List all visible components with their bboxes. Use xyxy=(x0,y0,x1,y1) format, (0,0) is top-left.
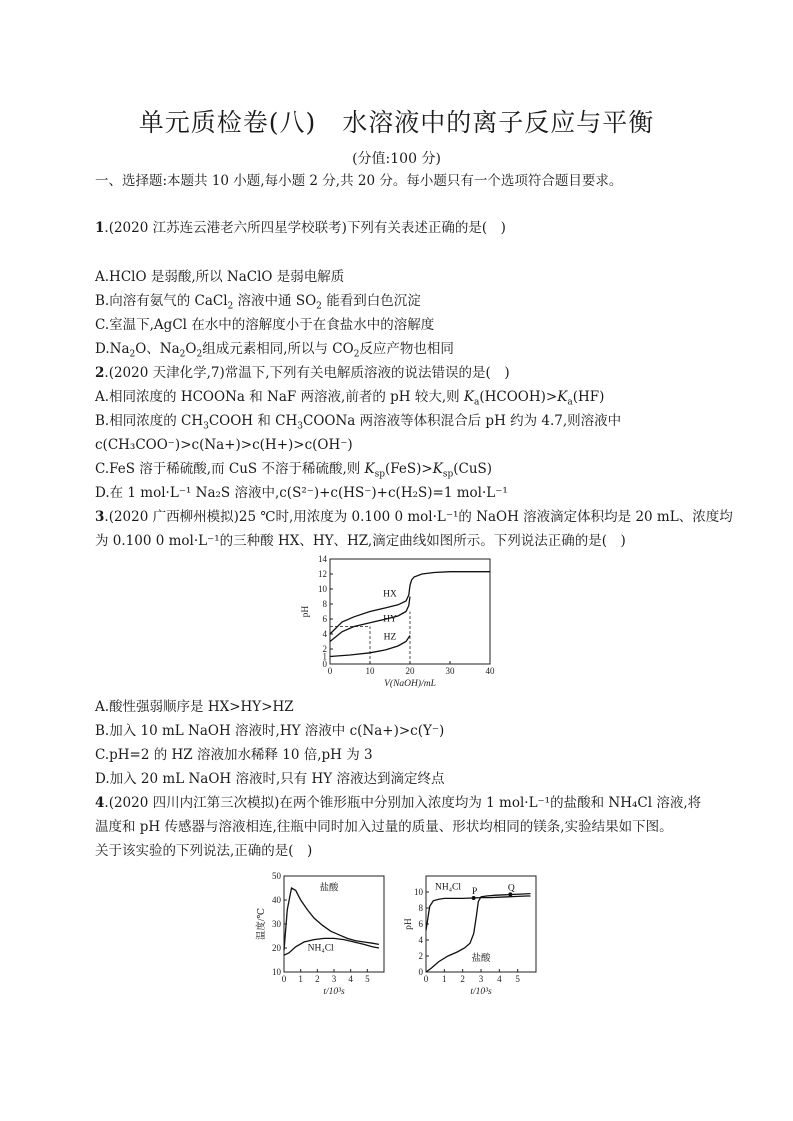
x-tick-label: 1 xyxy=(442,974,447,984)
section-heading: 一、选择题:本题共 10 小题,每小题 2 分,共 20 分。每小题只有一个选项符合题目要求。 xyxy=(95,173,623,189)
question-1-stem: 1.(2020 江苏连云港老六所四星学校联考)下列有关表述正确的是( ) xyxy=(95,220,506,236)
series-label: 盐酸 xyxy=(471,953,491,964)
y-tick-label: 2 xyxy=(418,951,423,961)
question-2-option-b-cont: c(CH₃COO⁻)>c(Na+)>c(H+)>c(OH⁻) xyxy=(95,437,353,453)
y-tick-label: 6 xyxy=(322,614,327,624)
point-label: P xyxy=(472,887,478,897)
question-1-option-b: B.向溶有氨气的 CaCl$_2$ 溶液中通 $SO_2$ 能看到白色沉淀 xyxy=(95,293,421,312)
x-tick-label: 40 xyxy=(485,666,495,676)
question-1-option-c: C.室温下,AgCl 在水中的溶解度小于在食盐水中的溶解度 xyxy=(95,317,435,333)
y-tick-label: 1 xyxy=(322,651,327,662)
x-tick-label: 1 xyxy=(298,974,303,984)
x-tick-label: 10 xyxy=(365,666,375,676)
x-tick-label: 20 xyxy=(405,666,415,676)
x-tick-label: 3 xyxy=(478,974,484,984)
series-label: NH₄Cl xyxy=(307,943,334,954)
question-4-stem-3: 关于该实验的下列说法,正确的是( ) xyxy=(95,843,313,859)
y-tick-label: 30 xyxy=(272,919,281,929)
page-title: 单元质检卷(八) 水溶液中的离子反应与平衡 xyxy=(138,108,655,137)
y-tick-label: 20 xyxy=(272,943,281,953)
question-2-option-c: C.FeS 溶于稀硫酸,而 CuS 不溶于稀硫酸,则 $K_{sp}(FeS)>K_{sp}(CuS)$ xyxy=(95,461,493,480)
point-label: Q xyxy=(507,883,515,894)
y-tick-label: 2 xyxy=(322,644,327,654)
question-4-stem-1: 4.(2020 四川内江第三次模拟)在两个锥形瓶中分别加入浓度均为 1 mol·L⁻¹的盐酸和 NH₄Cl 溶液,将 xyxy=(95,795,702,811)
y-tick-label: 14 xyxy=(318,554,327,564)
question-number: 4 xyxy=(95,795,105,811)
x-tick-label: 0 xyxy=(327,666,333,676)
y-tick-label: 50 xyxy=(272,871,281,881)
series-label: HZ xyxy=(383,632,397,643)
x-tick-label: 30 xyxy=(445,666,455,676)
x-tick-label: 0 xyxy=(423,974,429,984)
ph-time-chart xyxy=(404,870,544,1000)
titration-chart xyxy=(300,553,500,691)
y-tick-label: 10 xyxy=(272,967,281,977)
question-2-stem: 2.(2020 天津化学,7)常温下,下列有关电解质溶液的说法错误的是( ) xyxy=(95,365,510,381)
question-3-option-a: A.酸性强弱顺序是 HX>HY>HZ xyxy=(95,699,294,715)
y-tick-label: 0 xyxy=(322,659,327,669)
x-tick-label: 2 xyxy=(315,974,320,984)
series-label: 盐酸 xyxy=(319,883,339,894)
y-tick-label: 6 xyxy=(418,919,423,929)
x-tick-label: 5 xyxy=(515,974,520,984)
question-3-option-d: D.加入 20 mL NaOH 溶液时,只有 HY 溶液达到滴定终点 xyxy=(95,771,445,787)
y-tick-label: 40 xyxy=(272,895,281,905)
question-1-option-a: A.HClO 是弱酸,所以 NaClO 是弱电解质 xyxy=(95,269,345,285)
question-3-option-b: B.加入 10 mL NaOH 溶液时,HY 溶液中 c(Na+)>c(Y⁻) xyxy=(95,723,445,739)
question-2-option-a: A.相同浓度的 HCOONa 和 NaF 两溶液,前者的 pH 较大,则 $K_a(HCOOH)>K_a(HF)$ xyxy=(95,389,605,408)
x-tick-label: 5 xyxy=(365,974,370,984)
y-axis-label: pH xyxy=(301,605,311,618)
x-axis-label: V(NaOH)/mL xyxy=(384,679,436,689)
y-tick-label: 4 xyxy=(418,935,423,945)
series-line xyxy=(330,597,410,642)
x-tick-label: 4 xyxy=(348,974,353,984)
question-4-stem-2: 温度和 pH 传感器与溶液相连,往瓶中同时加入过量的质量、形状均相同的镁条,实验结果如下图。 xyxy=(95,819,673,835)
y-axis-label: 温度/℃ xyxy=(257,907,267,941)
y-tick-label: 4 xyxy=(322,629,327,639)
x-axis-label: t/10³s xyxy=(470,987,492,997)
y-axis-label: pH xyxy=(404,918,414,930)
temperature-chart xyxy=(254,870,394,1000)
question-2-option-b: B.相同浓度的 $CH_3COOH$ 和 $CH_3COONa$ 两溶液等体积混合后 pH 约为 4.7,则溶液中 xyxy=(95,413,622,432)
question-3-option-c: C.pH=2 的 HZ 溶液加水稀释 10 倍,pH 为 3 xyxy=(95,747,373,763)
question-number: 3 xyxy=(95,509,105,525)
y-tick-label: 10 xyxy=(318,584,327,594)
x-axis-label: t/10³s xyxy=(323,987,345,997)
y-tick-label: 10 xyxy=(414,887,423,897)
question-3-stem-2: 为 0.100 0 mol·L⁻¹的三种酸 HX、HY、HZ,滴定曲线如图所示。下列说法正确的是( ) xyxy=(95,533,626,549)
y-tick-label: 12 xyxy=(318,569,327,579)
question-2-option-d: D.在 1 mol·L⁻¹ Na₂S 溶液中,c(S²⁻)+c(HS⁻)+c(H₂S)=1 mol·L⁻¹ xyxy=(95,485,508,501)
series-label: HY xyxy=(383,614,397,625)
series-line xyxy=(284,888,379,950)
y-tick-label: 8 xyxy=(418,903,423,913)
series-label: NH₄Cl xyxy=(434,882,462,893)
question-1-option-d: $D.Na_2O$、$Na_2O_2$组成元素相同,所以与 $CO_2$反应产物也相同 xyxy=(95,341,454,360)
x-tick-label: 4 xyxy=(497,974,502,984)
series-label: HX xyxy=(383,589,397,600)
question-3-stem-1: 3.(2020 广西柳州模拟)25 ℃时,用浓度为 0.100 0 mol·L⁻¹的 NaOH 溶液滴定体积均是 20 mL、浓度均 xyxy=(95,509,733,525)
x-tick-label: 3 xyxy=(331,974,337,984)
y-tick-label: 8 xyxy=(322,599,327,609)
y-tick-label: 0 xyxy=(418,967,423,977)
series-line xyxy=(330,572,490,634)
question-number: 1 xyxy=(95,220,105,236)
question-number: 2 xyxy=(95,365,105,381)
x-tick-label: 0 xyxy=(281,974,287,984)
score-note: (分值:100 分) xyxy=(352,151,441,167)
x-tick-label: 2 xyxy=(460,974,465,984)
